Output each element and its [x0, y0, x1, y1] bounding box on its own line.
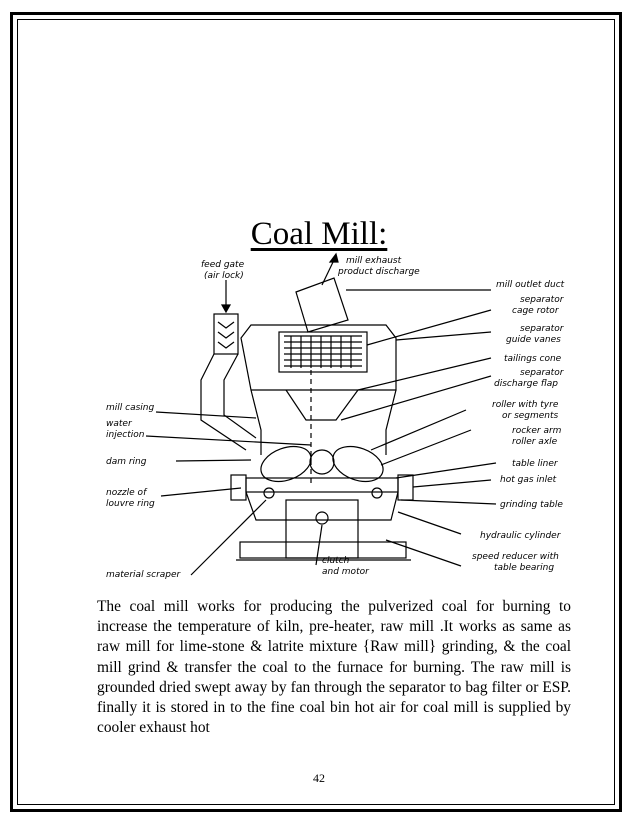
label-mill-outlet-duct: mill outlet duct: [496, 280, 565, 290]
body-paragraph: The coal mill works for producing the pulverized coal for burning to increase the temperature of kiln, pre-heater, raw mill .It works as same as raw mill for lime-stone & latrite mixture {Raw mill} grinding, & the coal mill grind & transfer the coal to the furnace for burning. The raw mill is grounded dried swept away by fan through the separator to bag filter or ESP. finally it is stored in to the fine coal bin hot air for coal mill is supplied by cooler exhaust hot: [97, 598, 571, 737]
label-material-scraper: material scraper: [106, 570, 181, 580]
label-louvre-ring: louvre ring: [106, 499, 155, 509]
label-nozzle-of: nozzle of: [106, 488, 147, 498]
label-injection: injection: [106, 430, 145, 440]
label-dam-ring: dam ring: [106, 457, 147, 467]
label-tailings-cone: tailings cone: [504, 354, 562, 364]
label-grinding-table: grinding table: [500, 500, 563, 510]
label-cage-rotor: cage rotor: [512, 306, 559, 316]
label-water: water: [106, 419, 132, 429]
label-speed-reducer: speed reducer with: [472, 552, 559, 562]
label-table-liner: table liner: [512, 459, 558, 469]
label-roller-axle: roller axle: [512, 437, 558, 447]
label-roller-with-tyre: roller with tyre: [492, 400, 559, 410]
label-guide-vanes: guide vanes: [506, 335, 561, 345]
label-hydraulic-cylinder: hydraulic cylinder: [480, 531, 561, 541]
label-clutch: clutch: [322, 556, 350, 566]
page-number: 42: [313, 771, 325, 785]
label-separator-3: separator: [520, 368, 564, 378]
label-discharge-flap: discharge flap: [494, 379, 558, 389]
label-rocker-arm: rocker arm: [512, 426, 562, 436]
label-separator-1: separator: [520, 295, 564, 305]
label-feed-gate: feed gate: [201, 260, 245, 270]
label-separator-2: separator: [520, 324, 564, 334]
label-product-discharge: product discharge: [338, 267, 420, 277]
label-mill-casing: mill casing: [106, 403, 155, 413]
coal-mill-diagram: [96, 250, 576, 585]
label-and-motor: and motor: [322, 567, 369, 577]
label-mill-exhaust: mill exhaust: [346, 256, 402, 266]
page-title: Coal Mill:: [250, 216, 388, 252]
label-or-segments: or segments: [502, 411, 559, 421]
label-hot-gas-inlet: hot gas inlet: [500, 475, 557, 485]
label-air-lock: (air lock): [204, 271, 244, 281]
label-table-bearing: table bearing: [494, 563, 555, 573]
